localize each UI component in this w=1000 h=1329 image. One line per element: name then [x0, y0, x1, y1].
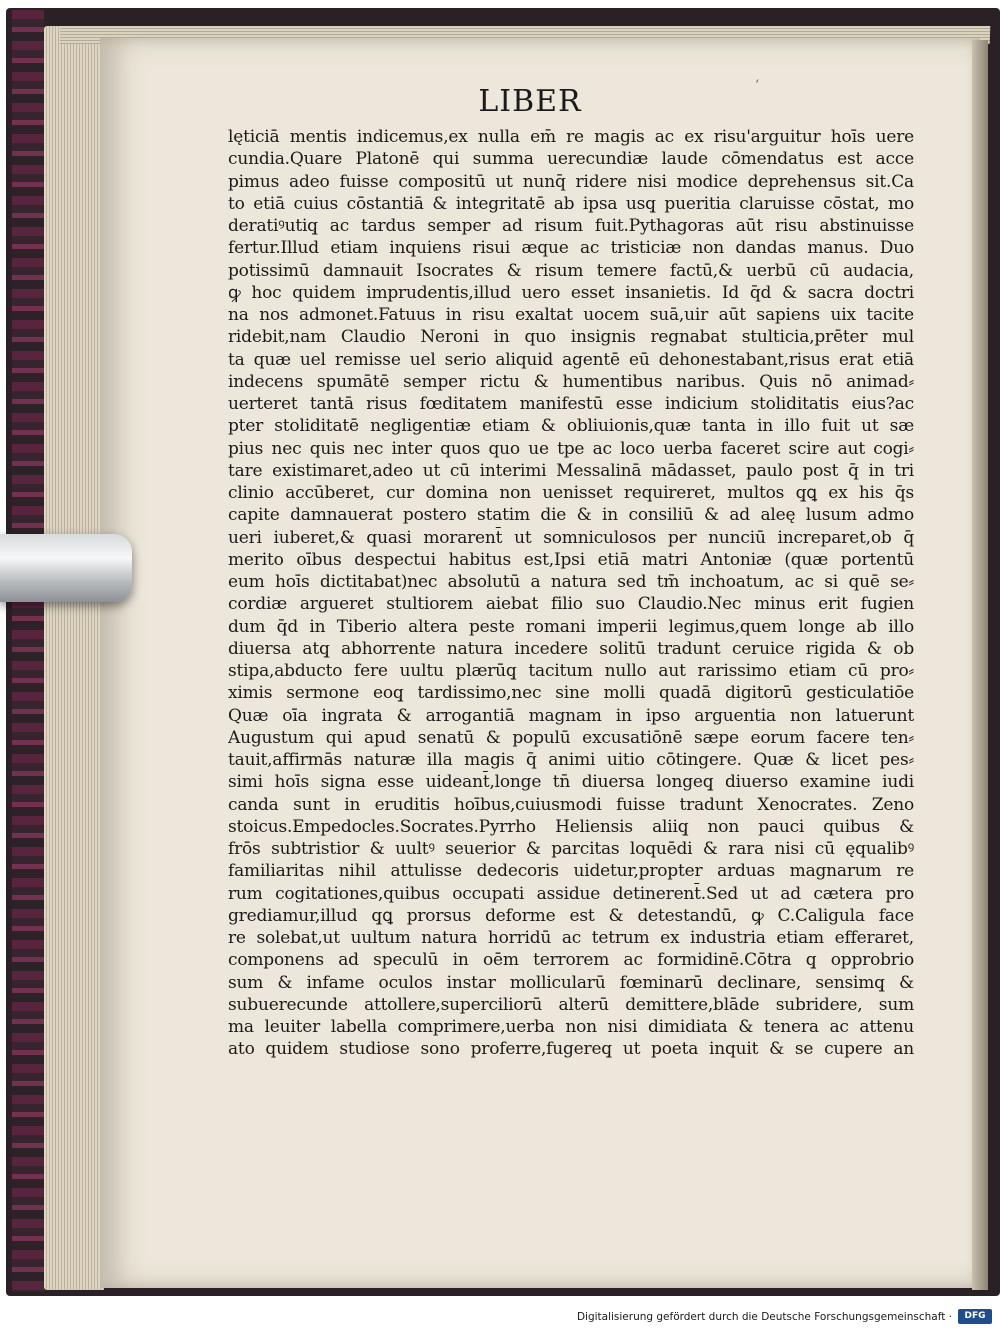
text-line: tauit,affirmās naturæ illa magis q̄ animi uitio cōtingere. Quæ & licet pes⸗: [228, 750, 914, 770]
text-line: ato quidem studiose sono proferre,fugereq̧ ut poeta inquit & se cupere an: [228, 1039, 914, 1060]
running-header: LIBER: [478, 84, 582, 119]
body-text: [228, 126, 914, 1061]
ink-mark: ‘: [755, 78, 760, 93]
text-line: ueri iuberet,& quasi morarent̄ ut somniculosos per nunciū increparet,ob q̄: [228, 527, 914, 548]
text-line: subuerecunde attollere,superciliorū alterū demittere,blāde subridere, sum: [228, 994, 914, 1015]
text-line: dum q̄d in Tiberio altera peste romani imperii legimus,quem longe ab illo: [228, 616, 914, 637]
text-line: pter stoliditatē negligentiæ etiam & obliuionis,quæ tanta in illo fuit ut sæ: [228, 416, 914, 437]
text-line: na nos admonet.Fatuus in risu exaltat uocem suā,uir aūt sapiens uix tacite: [228, 305, 914, 325]
text-line: sum & infame oculos instar mollicularū fœminarū declinare, sensimq̧ &: [228, 972, 914, 993]
text-line: lęticiā mentis indicemus,ex nulla em̄ re magis ac ex risu'arguitur hoīs uere: [228, 127, 914, 147]
text-line: clinio accūberet, cur domina non uenisset requireret, multos q̧ꝗ ex his q̄s: [228, 483, 914, 503]
text-line: ma leuiter labella comprimere,uerba non nisi dimidiata & tenera ac attenu: [228, 1017, 914, 1037]
text-line: tare existimaret,adeo ut cū interimi Messalinā mādasset, paulo post q̄ in tri: [228, 460, 914, 481]
page-weight-bar: [0, 534, 132, 602]
text-line: re solebat,ut uultum natura horridū ac tetrum ex industria etiam efferaret,: [228, 928, 914, 948]
text-line: componens ad speculū in oēm terrorem ac formidinē.Cōtra q̧ opprobrio: [228, 950, 914, 971]
text-line: frōs subtristior & uultꝰ seuerior & parcitas loquēdi & rara nisi cū ęqualibꝰ: [228, 839, 914, 859]
text-line: Quæ oīa ingrata & arrogantiā magnam in ipso arguentia non latuerunt: [228, 705, 914, 726]
funding-notice: Digitalisierung gefördert durch die Deutsche Forschungsgemeinschaft ·: [576, 1311, 952, 1323]
text-line: capite damnauerat postero statim die & in consiliū & ad aleę lusum admo: [228, 505, 914, 526]
text-line: ta quæ uel remisse uel serio aliquid agentē eū dehonestabant,risus erat etiā: [228, 349, 914, 370]
text-line: diuersa atq̧ abhorrente natura incedere solitū tradunt ceruice rigida & ob: [228, 638, 914, 659]
text-line: merito oībus despectui habitus est,Ipsi etiā matri Antoniæ (quæ portentū: [228, 549, 914, 570]
text-line: familiaritas nihil attulisse dedecoris uidetur,propter arduas magnarum re: [228, 861, 914, 882]
text-line: pimus adeo fuisse compositū ut nunq̄ ridere nisi modice deprehensus sit.Ca: [228, 171, 914, 192]
text-line: to etiā cuius cōstantiā & integritatē ab ipsa usq̧ pueritia claruisse cōstat, mo: [228, 193, 914, 214]
text-line: uerteret tantā risus fœditatem manifestū esse indicium stoliditatis eius?ac: [228, 394, 914, 414]
text-line: stipa,abducto fere uultu plærūq̧ tacitum nullo aut rarissimo etiam cū pro⸗: [228, 661, 914, 681]
text-line: deratiꝰutiq̧ ac tardus semper ad risum fuit.Pythagoras aūt risu abstinuisse: [228, 216, 914, 236]
text-line: simi hoīs signa esse uideant̄,longe tn̄ diuersa longeq̧ diuerso examine iudi: [228, 772, 914, 793]
text-line: rum cogitationes,quibus occupati assidue detinerent̄.Sed ut ad cætera pro: [228, 883, 914, 904]
text-line: ridebit,nam Claudio Neroni in quo insignis regnabat stulticia,prēter mul: [228, 327, 914, 348]
page-gutter: [972, 40, 988, 1290]
text-line: potissimū damnauit Isocrates & risum temere factū,& uerbū cū audacia,: [228, 260, 914, 281]
text-line: ꝙ hoc quidem imprudentis,illud uero esset insanietis. Id q̄d & sacra doctri: [228, 282, 914, 303]
marbled-cover-edge: [12, 10, 44, 1292]
text-line: cundia.Quare Platonē qui summa uerecundiæ laude cōmendatus est acce: [228, 149, 914, 170]
text-line: ximis sermone eoq̧ tardissimo,nec sine molli quadā digitorū gesticulatiōe: [228, 683, 914, 704]
dfg-logo: DFG: [958, 1309, 992, 1324]
text-line: eum hoīs dictitabat)nec absolutū a natura sed tm̄ inchoatum, ac si quē se⸗: [228, 572, 914, 592]
text-line: Augustum qui apud senatū & populū excusatiōnē sæpe eorum facere ten⸗: [228, 727, 914, 748]
text-line: stoicus.Empedocles.Socrates.Pyrrho Heliensis aliiq̧ non pauci quibus &: [228, 816, 914, 837]
text-line: cordiæ argueret stultiorem aiebat filio suo Claudio.Nec minus erit fugien: [228, 594, 914, 615]
text-line: canda sunt in eruditis hoībus,cuiusmodi fuisse tradunt Xenocrates. Zeno: [228, 794, 914, 815]
text-line: fertur.Illud etiam inquiens risui æque ac tristiciæ non dandas manus. Duo: [228, 238, 914, 259]
page-stack-edge: [44, 26, 104, 1290]
text-line: indecens spumātē semper rictu & humentibus naribus. Quis nō animad⸗: [228, 371, 914, 392]
text-line: grediamur,illud q̧ꝗ prorsus deforme est & detestandū, ꝙ C.Caligula face: [228, 905, 914, 926]
text-line: pius nec quis nec inter quos quo ue tpe ac loco uerba faceret scire aut cogi⸗: [228, 438, 914, 459]
